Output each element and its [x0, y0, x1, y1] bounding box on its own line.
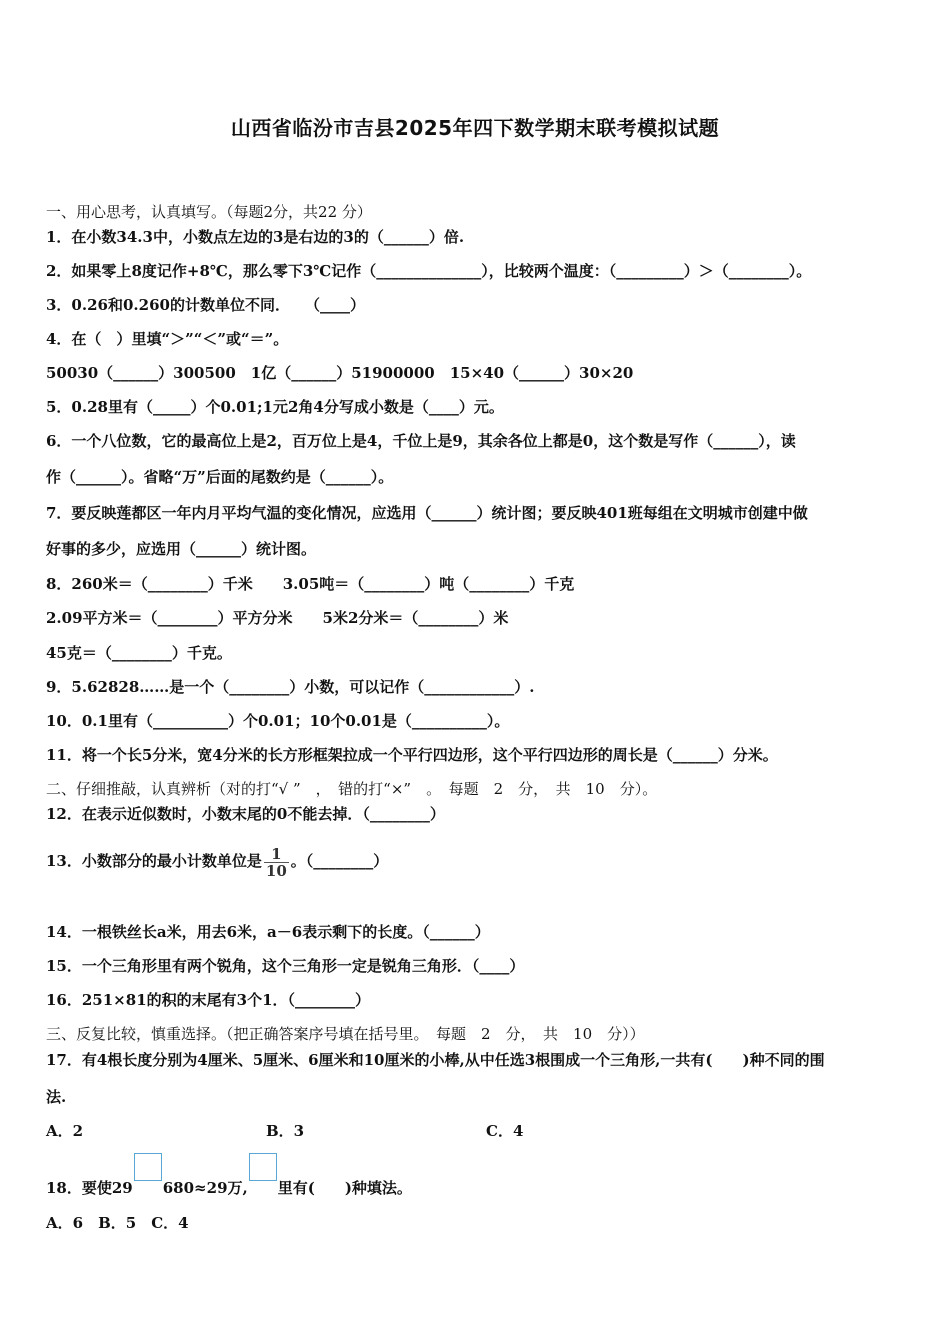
question-13 — [46, 838, 388, 884]
question-12: 12．在表示近似数时，小数末尾的0不能去掉．（________） — [46, 805, 445, 823]
question-8-line1: 8．260米＝（________）千米 3.05吨＝（________）吨（________）千克 — [46, 575, 575, 593]
question-13-text: 13．小数部分的最小计数单位是 — [46, 852, 262, 870]
question-17-option-a: A．2 — [46, 1122, 84, 1140]
question-6-line2: 作（______）。省略“万”后面的尾数约是（______）。 — [46, 468, 394, 486]
question-2: 2．如果零上8度记作+8℃，那么零下3℃记作（______________），比较两个温度：（_________）＞（________）。 — [46, 262, 812, 280]
question-6-line1: 6．一个八位数，它的最高位上是2，百万位上是4，千位上是9，其余各位上都是0，这个数是写作（______），读 — [46, 432, 796, 450]
question-16: 16．251×81的积的末尾有3个1．（________） — [46, 991, 371, 1009]
question-7-line2: 好事的多少，应选用（______）统计图。 — [46, 540, 317, 558]
question-3: 3．0.26和0.260的计数单位不同． （____） — [46, 296, 365, 314]
question-10: 10．0.1里有（__________）个0.01；10个0.01是（__________）。 — [46, 712, 510, 730]
question-5: 5．0.28里有（_____）个0.01;1元2角4分写成小数是（____）元。 — [46, 398, 504, 416]
question-13-blank: 。（________） — [290, 852, 389, 870]
question-4-items: 50030（______）300500 1亿（______）51900000 15×40（______）30×20 — [46, 364, 634, 382]
question-7-line1: 7．要反映莲都区一年内月平均气温的变化情况，应选用（______）统计图；要反映401班每组在文明城市创建中做 — [46, 504, 808, 522]
question-8-line2: 2.09平方米＝（________）平方分米 5米2分米＝（________）米 — [46, 609, 509, 627]
section2-heading: 二、仔细推敲，认真辨析（对的打“√ ” ， 错的打“×” 。 每题 2 分， 共 10 分）。 — [46, 780, 658, 798]
question-17-line2: 法. — [46, 1088, 67, 1106]
question-4: 4．在（ ）里填“＞”“＜”或“＝”。 — [46, 330, 289, 348]
fraction-numerator: 1 — [264, 846, 289, 863]
question-18 — [46, 1167, 412, 1198]
question-17-option-c: C．4 — [486, 1122, 524, 1140]
question-18-options: A．6 B．5 C．4 — [46, 1214, 189, 1232]
question-9: 9．5.62828……是一个（________）小数，可以记作（____________）. — [46, 678, 535, 696]
fraction-one-tenth — [264, 846, 289, 879]
question-14: 14．一根铁丝长a米，用去6米，a－6表示剩下的长度。（______） — [46, 923, 490, 941]
section1-heading: 一、用心思考，认真填写。（每题2分，共22 分） — [46, 203, 372, 221]
page-title: 山西省临汾市吉县2025年四下数学期末联考模拟试题 — [230, 116, 720, 140]
question-1: 1．在小数34.3中，小数点左边的3是右边的3的（______）倍. — [46, 228, 465, 246]
question-15: 15．一个三角形里有两个锐角，这个三角形一定是锐角三角形．（____） — [46, 957, 525, 975]
fraction-denominator: 10 — [265, 861, 287, 880]
section3-heading: 三、反复比较，慎重选择。（把正确答案序号填在括号里。 每题 2 分， 共 10 分）） — [46, 1025, 645, 1043]
question-17-line1: 17．有4根长度分别为4厘米、5厘米、6厘米和10厘米的小棒,从中任选3根围成一个三角形,一共有( )种不同的围 — [46, 1051, 825, 1069]
question-8-line3: 45克＝（________）千克。 — [46, 644, 232, 662]
digit-box-2 — [249, 1153, 277, 1181]
question-17-option-b: B．3 — [266, 1122, 305, 1140]
question-18-text-3: 里有( )种填法。 — [277, 1179, 412, 1197]
digit-box-1 — [134, 1153, 162, 1181]
question-18-text-1: 18．要使29 — [46, 1179, 133, 1197]
question-11: 11．将一个长5分米，宽4分米的长方形框架拉成一个平行四边形，这个平行四边形的周长是（______）分米。 — [46, 746, 778, 764]
question-18-text-2: 680≈29万, — [162, 1179, 248, 1197]
